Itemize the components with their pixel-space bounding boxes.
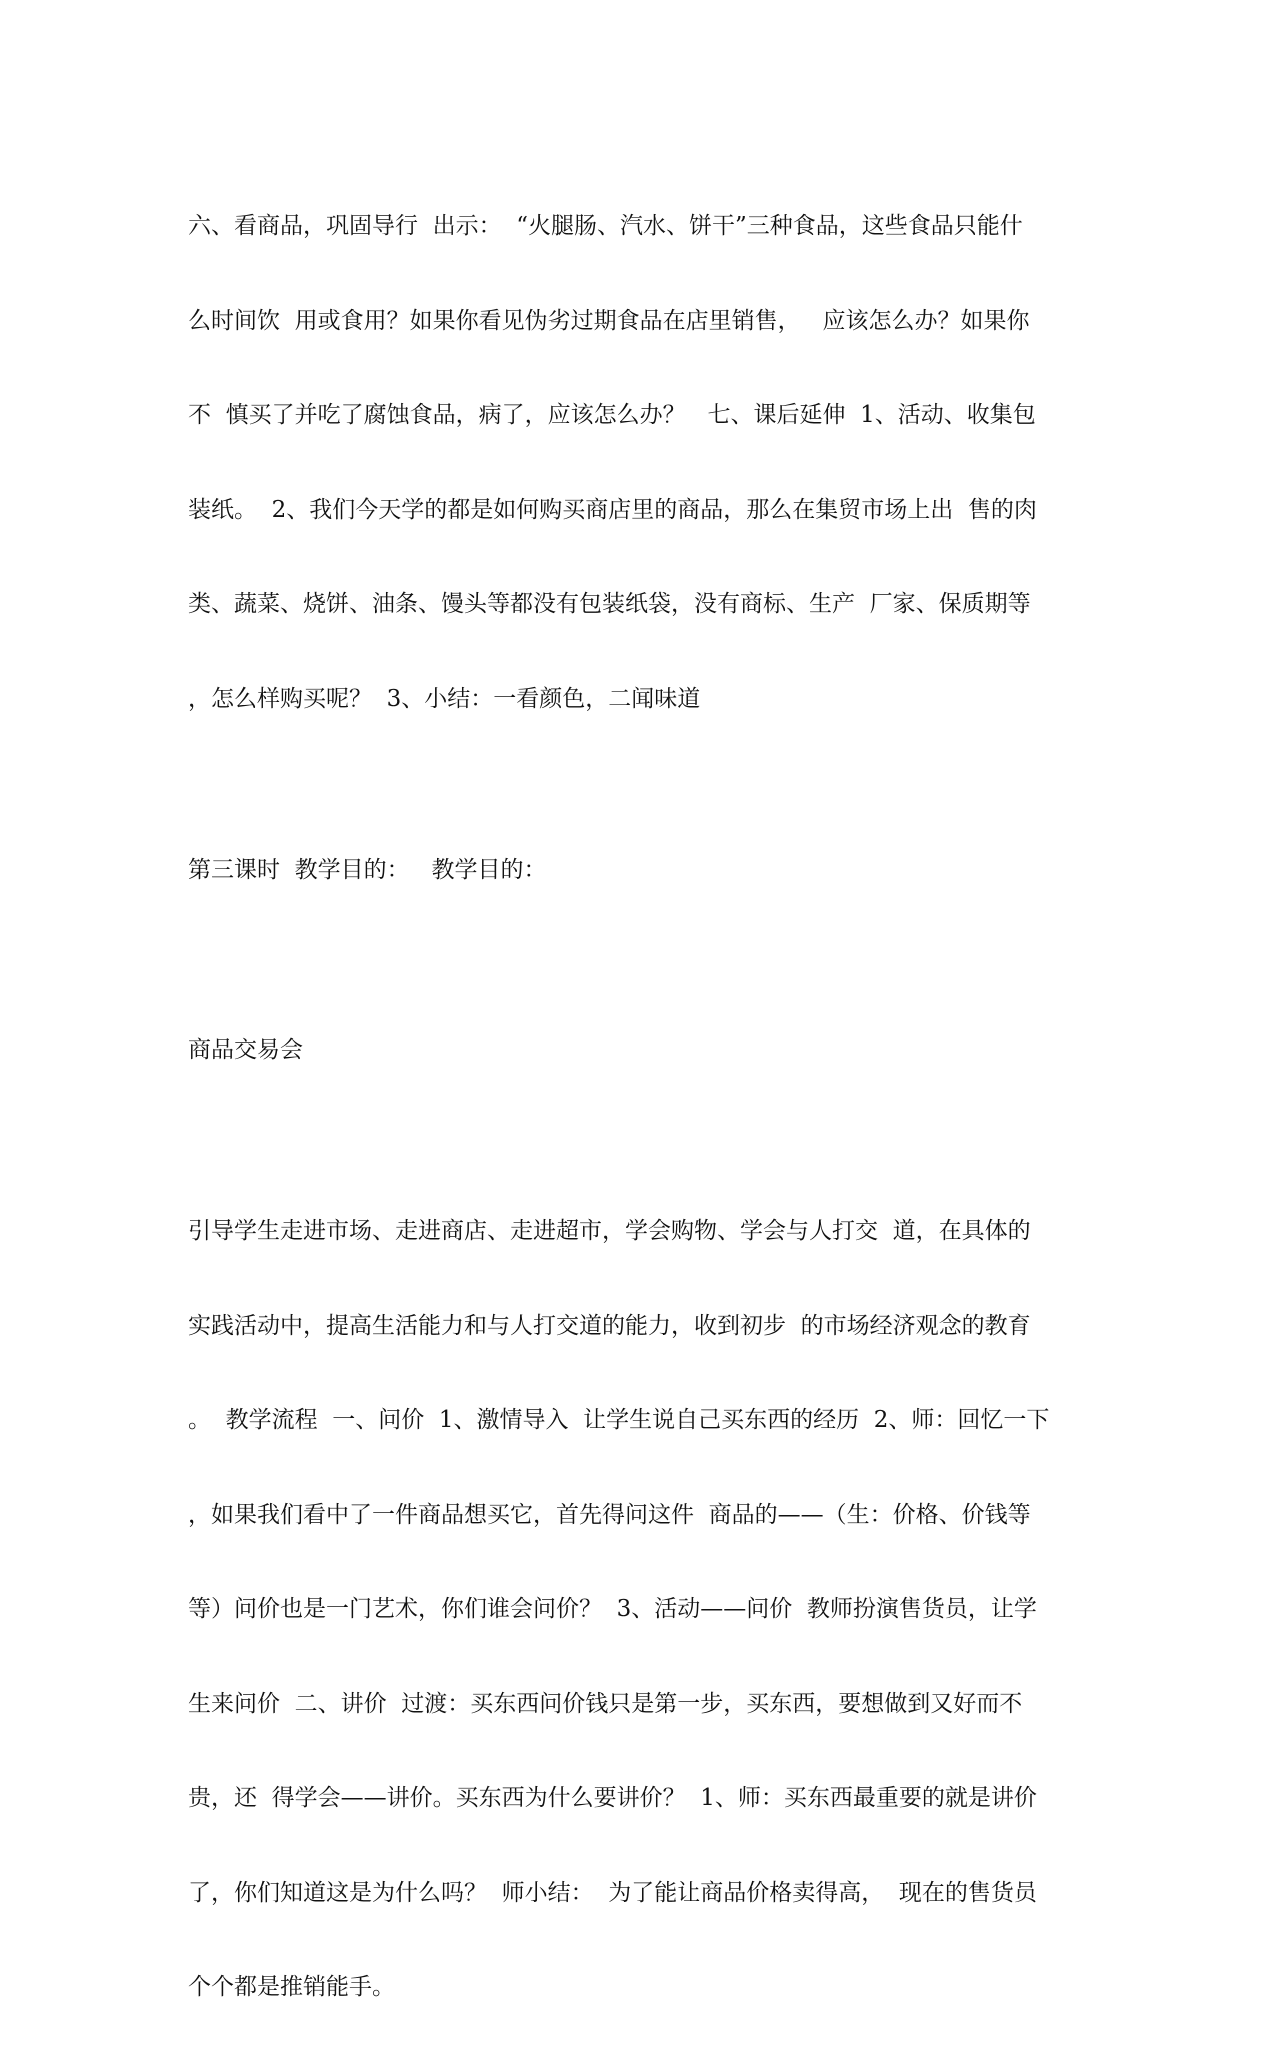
paragraph-third-lesson-heading: [188, 792, 1100, 950]
text-line: 个个都是推销能手。: [188, 1974, 395, 2000]
text-line: 实践活动中，提高生活能力和与人打交道的能力，收到初步 的市场经济观念的教育: [188, 1312, 1031, 1339]
text-line: ，如果我们看中了一件商品想买它，首先得问这件 商品的——（生：价格、价钱等: [188, 1501, 1031, 1528]
text-line: 了，你们知道这是为什么吗？ 师小结： 为了能让商品价格卖得高， 现在的售货员: [188, 1879, 1037, 1906]
document-page: [188, 148, 1100, 2067]
text-line: 不 慎买了并吃了腐蚀食品，病了，应该怎么办？ 七、课后延伸 1、活动、收集包: [188, 402, 1036, 428]
paragraph-lesson-review: [188, 148, 1100, 778]
text-line: 贵，还 得学会——讲价。买东西为什么要讲价？ 1、师：买东西最重要的就是讲价: [188, 1785, 1037, 1811]
text-line: 。 教学流程 一、问价 1、激情导入 让学生说自己买东西的经历 2、师：回忆一下: [188, 1407, 1050, 1433]
paragraph-teaching-flow: [188, 1153, 1100, 2067]
text-line: ，怎么样购买呢？ 3、小结：一看颜色，二闻味道: [188, 685, 701, 712]
paragraph-topic-title: [188, 972, 1100, 1130]
text-line: 六、看商品，巩固导行 出示： “火腿肠、汽水、饼干”三种食品，这些食品只能什: [188, 213, 1023, 239]
text-line: 生来问价 二、讲价 过渡：买东西问价钱只是第一步，买东西，要想做到又好而不: [188, 1690, 1023, 1717]
text-line: 引导学生走进市场、走进商店、走进超市，学会购物、学会与人打交 道，在具体的: [188, 1218, 1031, 1244]
text-line: 商品交易会: [188, 1036, 303, 1063]
text-line: 类、蔬菜、烧饼、油条、馒头等都没有包装纸袋，没有商标、生产 厂家、保质期等: [188, 591, 1031, 617]
text-line: 等）问价也是一门艺术，你们谁会问价？ 3、活动——问价 教师扮演售货员，让学: [188, 1596, 1037, 1622]
text-line: 么时间饮 用或食用？如果你看见伪劣过期食品在店里销售， 应该怎么办？如果你: [188, 307, 1030, 334]
text-line: 第三课时 教学目的： 教学目的：: [188, 857, 547, 883]
text-line: 装纸。 2、我们今天学的都是如何购买商店里的商品，那么在集贸市场上出 售的肉: [188, 496, 1037, 523]
